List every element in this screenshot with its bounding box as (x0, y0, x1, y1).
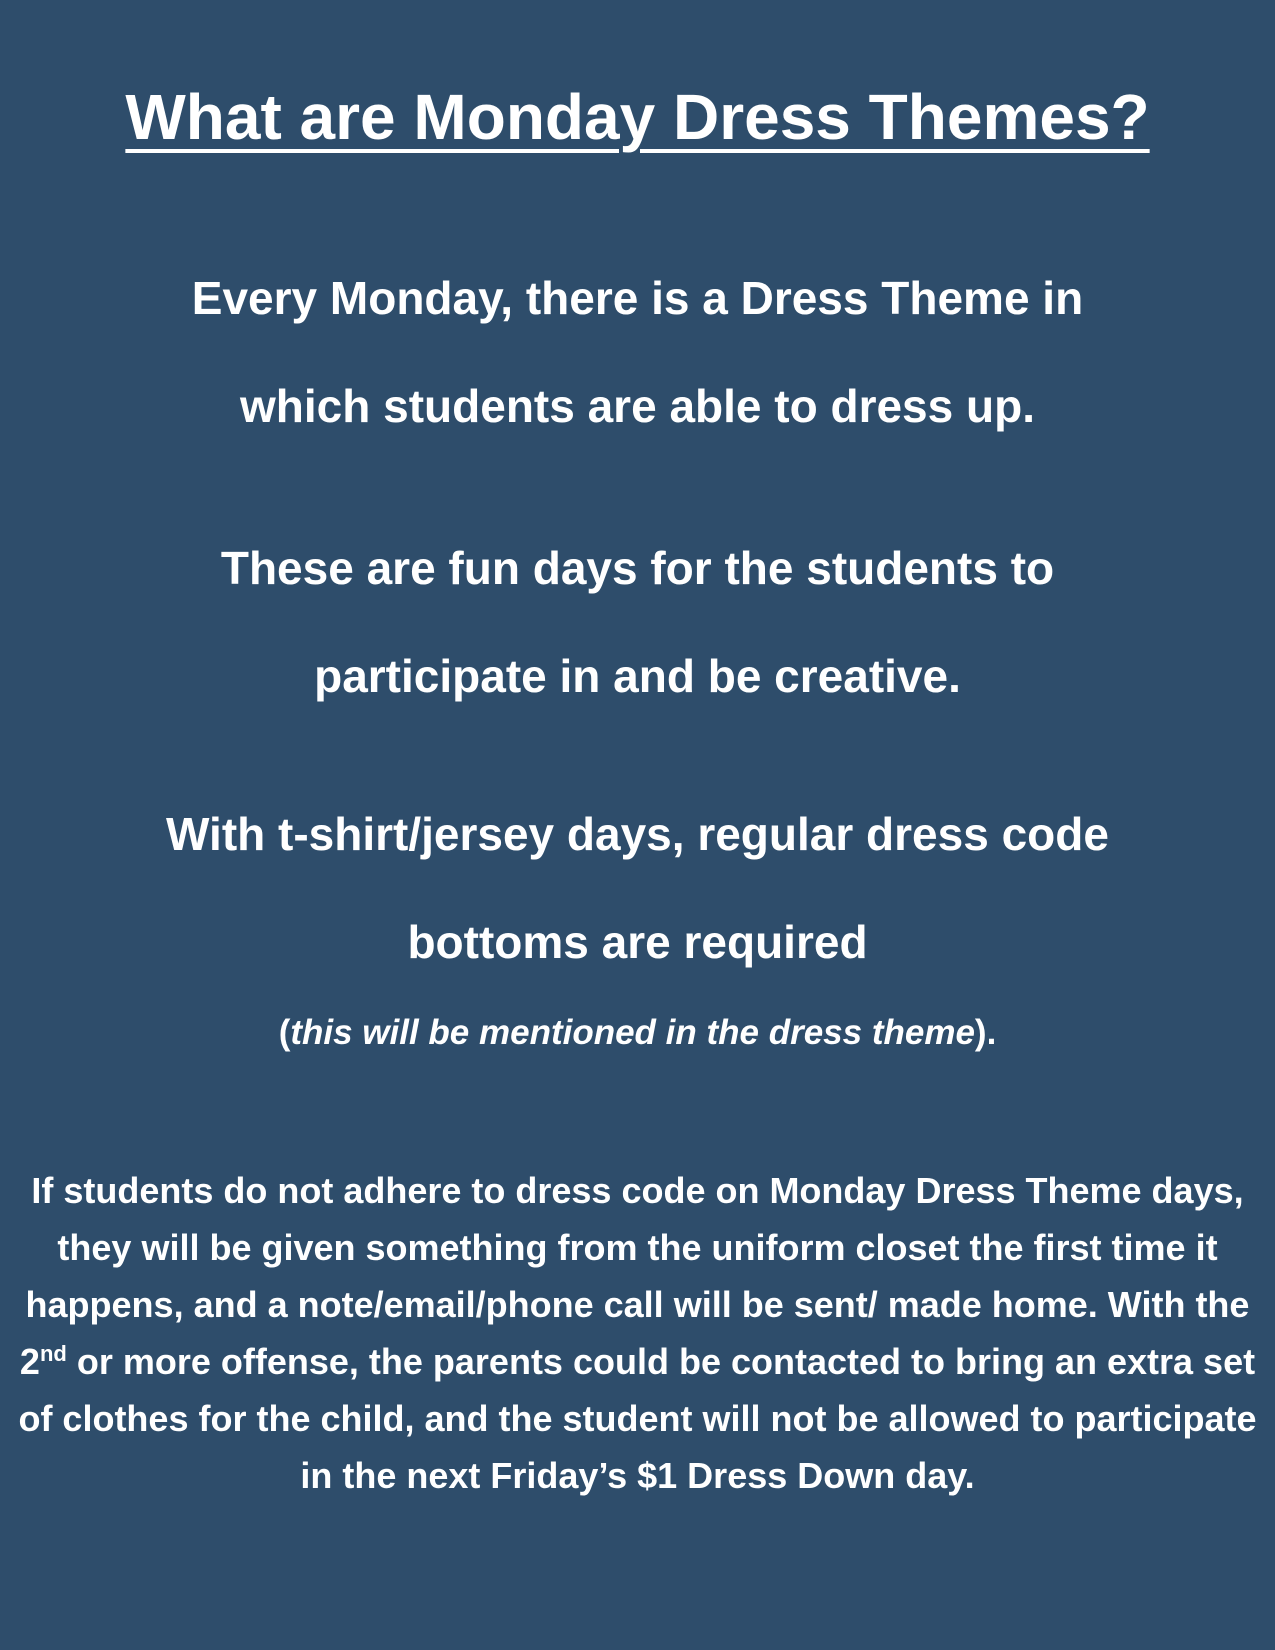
consequences-text-part-2: or more offense, the parents could be contacted to bring an extra set of clothes for the child, and the student will not be allowed to participate in the next Friday’s $1 Dress Down day. (18, 1341, 1257, 1496)
dress-code-line-2: bottoms are required (407, 916, 868, 968)
note-close-paren: ). (974, 1013, 997, 1052)
page-title (0, 72, 1275, 162)
intro-line-1: Every Monday, there is a Dress Theme in (191, 272, 1084, 324)
consequences-paragraph (15, 1162, 1260, 1504)
note-italic-text: this will be mentioned in the dress theme (290, 1013, 975, 1052)
intro-paragraph (0, 244, 1275, 460)
page-title-text: What are Monday Dress Themes? (125, 81, 1150, 153)
ordinal-superscript: nd (39, 1341, 67, 1366)
dress-code-line-1: With t-shirt/jersey days, regular dress code (166, 808, 1109, 860)
fun-days-paragraph (0, 514, 1275, 730)
consequences-text-part-1: If students do not adhere to dress code on Monday Dress Theme days, they will be given something from the uniform closet the first time it happens, and a note/email/phone call will be sent/ made home. With the 2 (19, 1170, 1250, 1382)
dress-code-paragraph (0, 780, 1275, 996)
fun-days-line-2: participate in and be creative. (314, 650, 961, 702)
fun-days-line-1: These are fun days for the students to (220, 542, 1055, 594)
intro-line-2: which students are able to dress up. (240, 380, 1035, 432)
note-open-paren: ( (278, 1013, 291, 1052)
dress-theme-note (0, 1008, 1275, 1058)
